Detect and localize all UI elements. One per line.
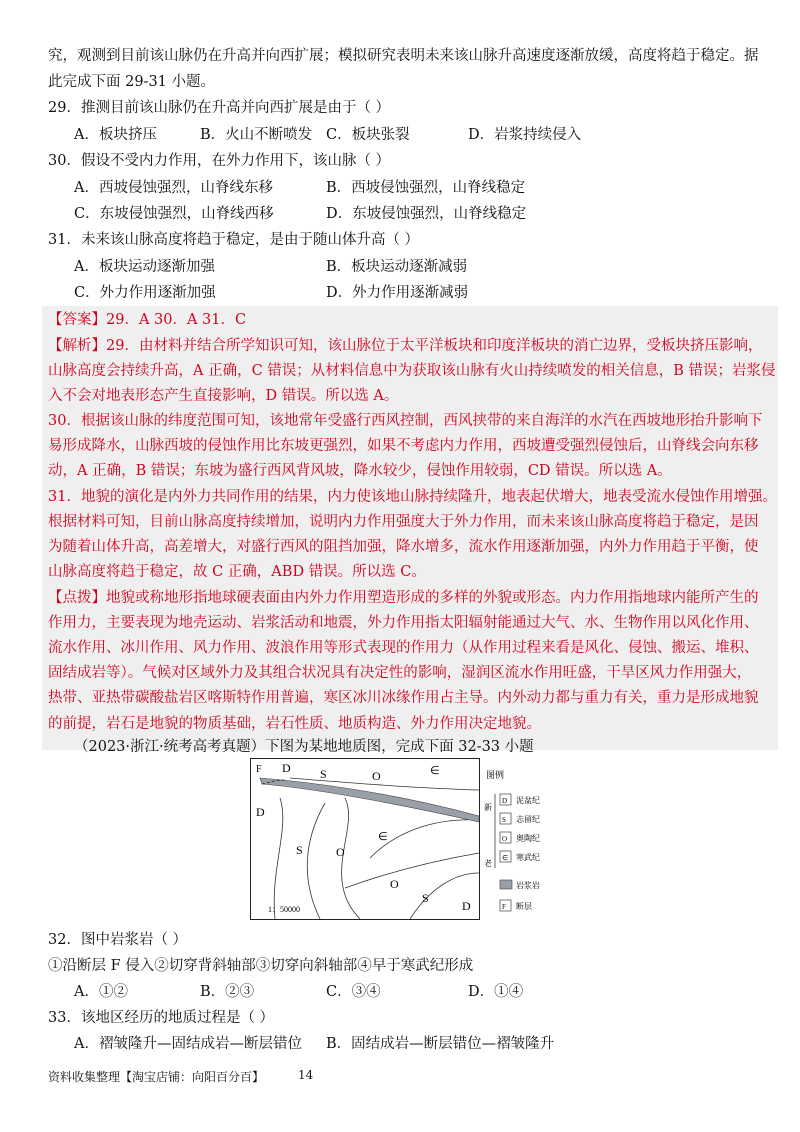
- analysis-line-8: 根据材料可知，目前山脉高度持续增加，说明内力作用强度大于外力作用，而未来该山脉高度将趋于稳定，是因: [48, 514, 759, 530]
- legend-devonian: 泥盆纪: [516, 796, 540, 805]
- q30-stem: 30．假设不受内力作用，在外力作用下，该山脉（ ）: [48, 153, 391, 169]
- map-scale: 1：50000: [268, 905, 300, 914]
- analysis-line-5: 易形成降水，山脉西坡的侵蚀作用比东坡更强烈，如果不考虑内力作用，西坡遭受强烈侵蚀后，山脊线会向东移: [48, 438, 759, 454]
- q33-stem: 33．该地区经历的地质过程是（ ）: [48, 1010, 275, 1026]
- analysis-line-4: 30．根据该山脉的纬度范围可知，该地常年受盛行西风控制，西风挟带的来自海洋的水汽在西坡地形抬升影响下: [48, 413, 763, 429]
- legend-sym-cambrian: ∈: [502, 854, 509, 862]
- analysis-line-10: 山脉高度将趋于稳定，故 C 正确，ABD 错误。所以选 C。: [48, 564, 426, 580]
- q29-option-d: D．岩浆持续侵入: [468, 127, 582, 143]
- intro-line-1: 究，观测到目前该山脉仍在升高并向西扩展；模拟研究表明未来该山脉升高速度逐渐放缓，高度将趋于稳定。据: [48, 48, 759, 64]
- q30-option-a: A．西坡侵蚀强烈，山脊线东移: [74, 180, 273, 196]
- intro-line-2: 此完成下面 29-31 小题。: [48, 74, 216, 90]
- tip-line-5: 热带、亚热带碳酸盐岩区喀斯特作用普遍，寒区冰川冰缘作用占主导。内外动力都与重力有关，重力是形成地貌: [48, 690, 759, 706]
- q30-option-d: D．东坡侵蚀强烈，山脊线稳定: [326, 206, 527, 222]
- analysis-line-3: 入不会对地表形态产生直接影响，D 错误。所以选 A。: [48, 388, 399, 404]
- label-cambrian: ∈: [430, 765, 440, 777]
- q32-statements: ①沿断层 F 侵入②切穿背斜轴部③切穿向斜轴部④早于寒武纪形成: [48, 958, 474, 974]
- tip-line-1: 【点拨】地貌或称地形指地球硬表面由内外力作用塑造形成的多样的外貌或形态。内力作用指地球内能所产生的: [48, 590, 759, 606]
- q31-option-d: D．外力作用逐渐减弱: [326, 285, 469, 301]
- map-legend: [480, 768, 570, 918]
- q32-intro: （2023·浙江·统考高考真题）下图为某地地质图，完成下面 32-33 小题: [74, 739, 534, 755]
- q31-option-c: C．外力作用逐渐加强: [74, 285, 216, 301]
- label-o: O: [390, 877, 399, 891]
- q32-option-d: D．①④: [468, 984, 524, 1000]
- tip-line-6: 的前提，岩石是地貌的物质基础，岩石性质、地质构造、外力作用决定地貌。: [48, 716, 541, 732]
- q32-option-b: B．②③: [200, 984, 255, 1000]
- label-d: D: [282, 761, 291, 775]
- q32-option-c: C．③④: [326, 984, 381, 1000]
- label-o: O: [372, 769, 381, 783]
- geological-map: [250, 758, 480, 920]
- analysis-line-6: 动，A 正确，B 错误；东坡为盛行西风背风坡，降水较少，侵蚀作用较弱，CD 错误。所以选 A。: [48, 463, 672, 479]
- q32-option-a: A．①②: [74, 984, 128, 1000]
- page-number: 14: [298, 1068, 314, 1082]
- legend-magma-swatch: [500, 880, 512, 889]
- label-s: S: [296, 843, 303, 857]
- q29-option-a: A．板块挤压: [74, 127, 157, 143]
- q31-option-a: A．板块运动逐渐加强: [74, 259, 215, 275]
- legend-sym-ordovician: O: [502, 835, 508, 843]
- analysis-line-1: 【解析】29．由材料并结合所学知识可知，该山脉位于太平洋板块和印度洋板块的消亡边界，受板块挤压影响，: [48, 338, 763, 354]
- q29-option-c: C．板块张裂: [326, 127, 410, 143]
- answer-line: 【答案】29．A 30．A 31．C: [48, 312, 247, 328]
- q30-option-b: B．西坡侵蚀强烈，山脊线稳定: [326, 180, 526, 196]
- q32-stem: 32．图中岩浆岩（ ）: [48, 932, 188, 948]
- legend-old: 老: [484, 859, 492, 868]
- label-d: D: [462, 899, 471, 913]
- analysis-line-2: 山脉高度会持续升高，A 正确，C 错误；从材料信息中为获取该山脉有火山持续喷发的相关信息，B 错误；岩浆侵: [48, 363, 776, 379]
- legend-sym-devonian: D: [502, 797, 508, 805]
- label-s: S: [320, 767, 327, 781]
- legend-silurian: 志留纪: [516, 815, 540, 824]
- q31-option-b: B．板块运动逐渐减弱: [326, 259, 468, 275]
- q29-option-b: B．火山不断喷发: [200, 127, 313, 143]
- legend-sym-silurian: S: [502, 816, 506, 824]
- label-o: O: [336, 845, 345, 859]
- tip-line-2: 作用力，主要表现为地壳运动、岩浆活动和地震，外力作用指太阳辐射能通过大气、水、生物作用以风化作用、: [48, 615, 759, 631]
- tip-line-4: 固结成岩等）。气候对区域外力及其组合状况具有决定性的影响，湿润区流水作用旺盛，干旱区风力作用强大，: [48, 665, 752, 681]
- label-d: D: [256, 805, 265, 819]
- q31-stem: 31．未来该山脉高度将趋于稳定，是由于随山体升高（ ）: [48, 232, 420, 248]
- q33-option-b: B．固结成岩—断层错位—褶皱隆升: [326, 1036, 555, 1052]
- tip-line-3: 流水作用、冰川作用、风力作用、波浪作用等形式表现的作用力（从作用过程来看是风化、侵蚀、搬运、堆积、: [48, 640, 759, 656]
- label-s: S: [422, 891, 429, 905]
- footer-source: 资料收集整理【淘宝店铺：向阳百分百】: [48, 1070, 265, 1084]
- analysis-line-7: 31．地貌的演化是内外力共同作用的结果，内力使该地山脉持续隆升，地表起伏增大，地表受流水侵蚀作用增强。: [48, 489, 777, 505]
- q33-option-a: A．褶皱隆升—固结成岩—断层错位: [74, 1036, 302, 1052]
- q30-option-c: C．东坡侵蚀强烈，山脊线西移: [74, 206, 274, 222]
- legend-fault: 断层: [516, 902, 532, 911]
- q29-stem: 29．推测目前该山脉仍在升高并向西扩展是由于（ ）: [48, 100, 391, 116]
- analysis-line-9: 为随着山体升高，高差增大，对盛行西风的阻挡加强，降水增多，流水作用逐渐加强，内外力作用趋于平衡，使: [48, 539, 759, 555]
- label-cambrian: ∈: [378, 831, 388, 843]
- label-fault: F: [256, 764, 262, 775]
- legend-ordovician: 奥陶纪: [516, 834, 540, 843]
- legend-new: 新: [484, 803, 492, 812]
- legend-magma: 岩浆岩: [516, 881, 540, 890]
- legend-cambrian: 寒武纪: [516, 853, 540, 862]
- legend-sym-fault: F: [502, 903, 506, 911]
- legend-title: 图例: [486, 771, 505, 781]
